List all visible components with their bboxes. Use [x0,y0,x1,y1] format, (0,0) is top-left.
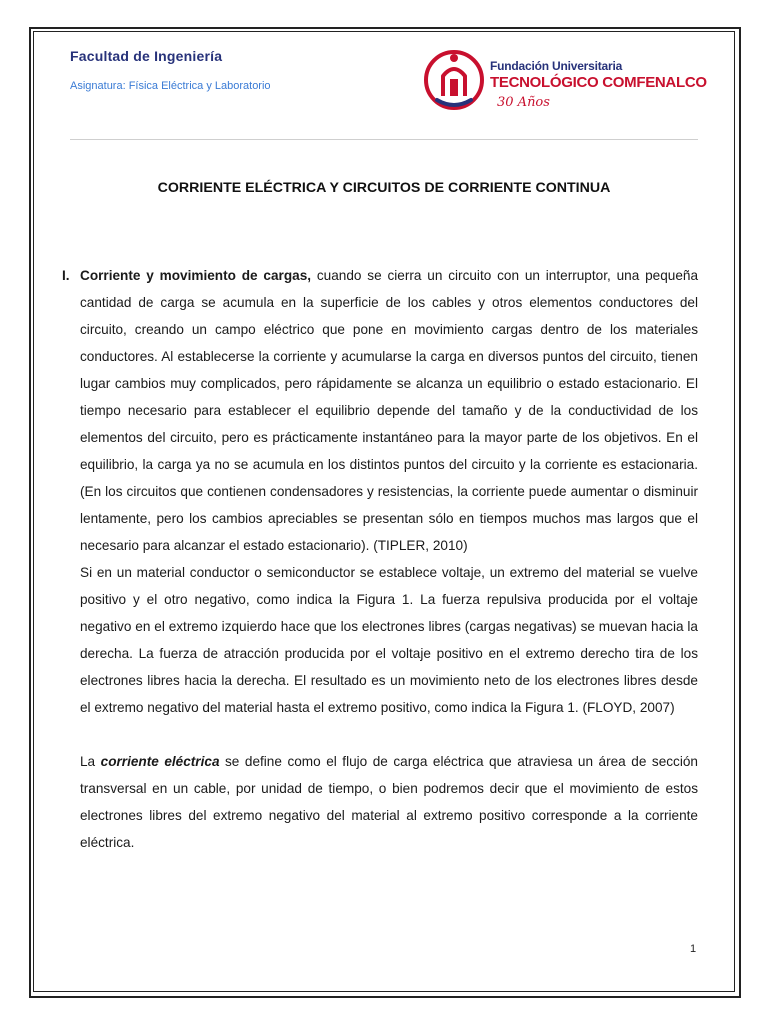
section-numeral: I. [62,268,70,283]
paragraph-2: Si en un material conductor o semiconductor se establece voltaje, un extremo del material se vuelve positivo y el otro negativo, como indica la Figura 1. La fuerza repulsiva producida por el voltaje negativo en el extremo izquierdo hace que los electrones libres (cargas negativas) se muevan hacia la derecha. La fuerza de atracción producida por el voltaje positivo en el extremo derecho tira de los electrones libres hacia la derecha. El resultado es un movimiento neto de los electrones libres desde el extremo negativo del material hasta el extremo positivo, como indica la Figura 1. (FLOYD, 2007) [80,565,698,715]
paragraph-3 [80,748,698,856]
subject-name: Asignatura: Física Eléctrica y Laboratorio [70,80,271,92]
document-body [80,262,698,856]
section-heading: Corriente y movimiento de cargas, [80,268,312,283]
paragraph-1-text: cuando se cierra un circuito con un interruptor, una pequeña cantidad de carga se acumula en la superficie de los cables y otros elementos conductores del circuito, creando un campo eléctrico que pone en movimiento cargas dentro de los materiales conductores. Al establecerse la corriente y acumularse la carga en diversos puntos del circuito, tienen lugar cambios muy complicados, pero rápidamente se alcanza un equilibrio o estado estacionario. El tiempo necesario para establecer el equilibrio depende del tamaño y de la conductividad de los elementos del circuito, pero es prácticamente instantáneo para la mayor parte de los objetivos. En el equilibrio, la carga ya no se acumula en los distintos puntos del circuito y la corriente es estacionaria. (En los circuitos que contienen condensadores y resistencias, la corriente puede aumentar o disminuir lentamente, pero los cambios apreciables se presentan sólo en tiempos muchos mas largos que el necesario para alcanzar el estado estacionario). (TIPLER, 2010) [80,268,699,553]
paragraph-3-text: se define como el flujo de carga eléctrica que atraviesa un área de sección transversal en un cable, por unidad de tiempo, o bien podremos decir que el movimiento de estos electrones libres del extremo negativo del material al extremo positivo corresponde a la corriente eléctrica. [80,754,698,850]
paragraph-1 [80,262,698,559]
defined-term: corriente eléctrica [100,754,220,769]
faculty-name: Facultad de Ingeniería [70,48,223,64]
header-divider [70,139,698,140]
page-number: 1 [690,943,697,955]
document-title: CORRIENTE ELÉCTRICA Y CIRCUITOS DE CORRIENTE CONTINUA [157,180,611,196]
paragraph-3-prefix: La [80,754,101,769]
institution-logo [423,46,713,118]
logo-anniversary: 30 Años [497,95,550,110]
logo-line-1: Fundación Universitaria [490,59,623,73]
logo-line-2: TECNOLÓGICO COMFENALCO [490,74,707,91]
logo-emblem-icon [423,46,487,114]
